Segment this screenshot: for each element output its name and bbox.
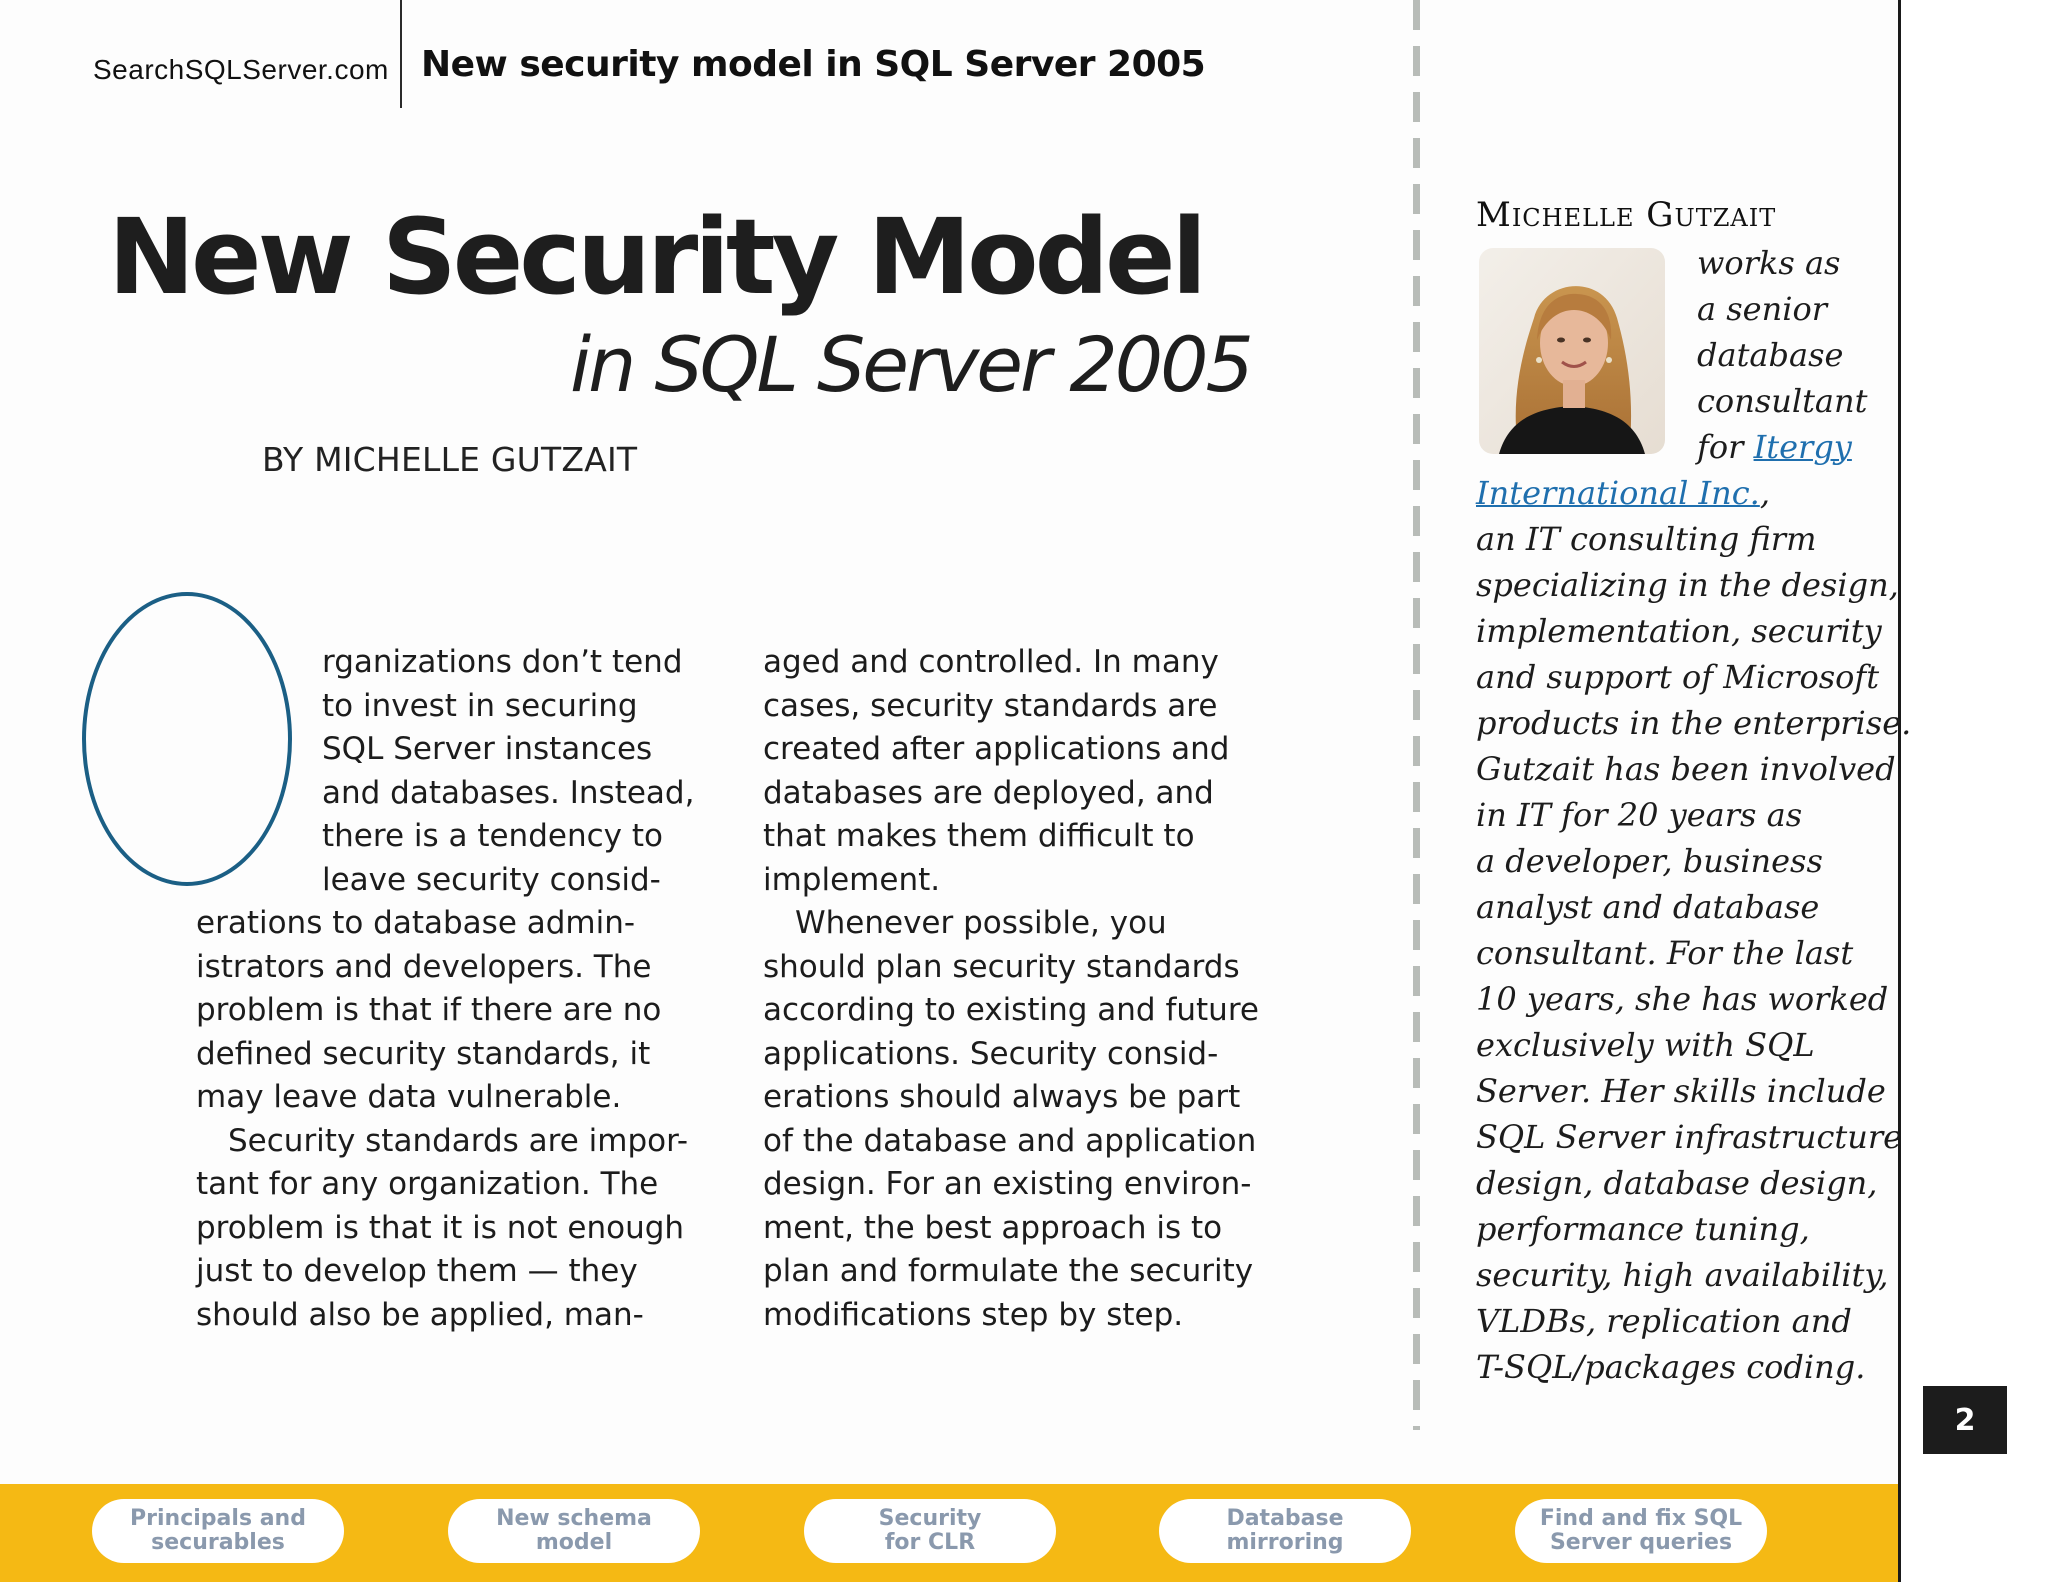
bio-line: and support of Microsoft bbox=[1476, 658, 1880, 696]
nav-label-line: mirroring bbox=[1226, 1530, 1344, 1555]
nav-label-line: New schema bbox=[496, 1506, 652, 1531]
header-title: New security model in SQL Server 2005 bbox=[421, 44, 1206, 85]
text-line: leave security consid- bbox=[322, 861, 661, 898]
bio-line bbox=[1476, 470, 1911, 516]
nav-find-and-fix-sql-server-queries[interactable] bbox=[1515, 1499, 1767, 1563]
text-line: Whenever possible, you bbox=[795, 905, 1167, 941]
nav-label-line: Database bbox=[1226, 1506, 1344, 1531]
author-bio-intro bbox=[1697, 240, 1867, 470]
text-line: problem is that if there are no bbox=[196, 992, 662, 1028]
text-line: design. For an existing environ- bbox=[763, 1166, 1252, 1202]
nav-principals-and-securables[interactable] bbox=[92, 1499, 344, 1563]
bio-line: consultant bbox=[1697, 382, 1868, 420]
bio-line: in IT for 20 years as bbox=[1476, 796, 1803, 834]
nav-database-mirroring[interactable] bbox=[1159, 1499, 1411, 1563]
text-line: ment, the best approach is to bbox=[763, 1209, 1223, 1246]
bio-line: products in the enterprise. bbox=[1476, 704, 1912, 742]
bio-line: design, database design, bbox=[1476, 1164, 1878, 1202]
body-column-2 bbox=[763, 641, 1259, 1337]
text-line: and databases. Instead, bbox=[322, 774, 695, 811]
article-title: New Security Model bbox=[108, 196, 1204, 318]
bio-line: works as bbox=[1697, 244, 1841, 282]
site-name: SearchSQLServer.com bbox=[93, 54, 389, 85]
text-line: erations to database admin- bbox=[196, 905, 636, 941]
bio-line: implementation, security bbox=[1476, 612, 1882, 650]
bio-line: a senior bbox=[1697, 290, 1828, 328]
bio-line: specializing in the design, bbox=[1476, 566, 1899, 604]
bio-comma: , bbox=[1759, 474, 1770, 512]
bio-line: Gutzait has been involved bbox=[1476, 750, 1896, 788]
nav-security-for-clr[interactable] bbox=[804, 1499, 1056, 1563]
text-line: there is a tendency to bbox=[322, 818, 663, 854]
text-line: SQL Server instances bbox=[322, 731, 653, 767]
nav-label-line: Security bbox=[878, 1506, 982, 1531]
article-subtitle: in SQL Server 2005 bbox=[570, 320, 1251, 409]
text-line: just to develop them — they bbox=[196, 1253, 638, 1289]
bio-line: security, high availability, bbox=[1476, 1256, 1889, 1294]
text-line: should also be applied, man- bbox=[196, 1296, 644, 1333]
dashed-column-divider bbox=[1413, 0, 1420, 1430]
text-line: applications. Security consid- bbox=[763, 1035, 1219, 1072]
header-divider bbox=[400, 0, 402, 108]
text-line: aged and controlled. In many bbox=[763, 644, 1219, 680]
text-line: to invest in securing bbox=[322, 687, 638, 724]
nav-label-line: Find and fix SQL bbox=[1539, 1506, 1743, 1531]
bio-line: database bbox=[1697, 336, 1844, 374]
bio-line: exclusively with SQL bbox=[1476, 1026, 1815, 1064]
bio-line bbox=[1697, 424, 1867, 470]
nav-label-line: model bbox=[535, 1530, 613, 1555]
nav-new-schema-model[interactable] bbox=[448, 1499, 700, 1563]
bio-for-text: for bbox=[1697, 428, 1754, 466]
text-line: modifications step by step. bbox=[763, 1296, 1184, 1333]
bio-line: T-SQL/packages coding. bbox=[1476, 1348, 1866, 1386]
nav-label-line: Server queries bbox=[1549, 1530, 1733, 1555]
bio-line: 10 years, she has worked bbox=[1476, 980, 1889, 1018]
text-line: should plan security standards bbox=[763, 948, 1240, 985]
nav-label-line: for CLR bbox=[884, 1530, 976, 1555]
author-photo bbox=[1479, 248, 1665, 454]
company-link[interactable]: Itergy bbox=[1753, 428, 1852, 466]
text-line: may leave data vulnerable. bbox=[196, 1079, 622, 1115]
text-line: problem is that it is not enough bbox=[196, 1209, 685, 1246]
bio-line: analyst and database bbox=[1476, 888, 1820, 926]
text-line: cases, security standards are bbox=[763, 687, 1218, 724]
bio-line: performance tuning, bbox=[1476, 1210, 1810, 1248]
bio-line: Server. Her skills include bbox=[1476, 1072, 1886, 1110]
text-line: that makes them difficult to bbox=[763, 818, 1195, 854]
text-line: created after applications and bbox=[763, 731, 1230, 767]
text-line: tant for any organization. The bbox=[196, 1166, 659, 1202]
page-number: 2 bbox=[1923, 1386, 2007, 1454]
text-line: implement. bbox=[763, 861, 941, 898]
text-line: databases are deployed, and bbox=[763, 774, 1214, 811]
text-line: rganizations don’t tend bbox=[322, 644, 683, 680]
bio-line: SQL Server infrastructure bbox=[1476, 1118, 1903, 1156]
text-line: according to existing and future bbox=[763, 992, 1259, 1028]
text-line: Security standards are impor- bbox=[228, 1122, 689, 1159]
text-line: of the database and application bbox=[763, 1122, 1257, 1159]
bio-line: consultant. For the last bbox=[1476, 934, 1854, 972]
text-line: plan and formulate the security bbox=[763, 1253, 1254, 1289]
text-line: istrators and developers. The bbox=[196, 948, 652, 985]
nav-label-line: Principals and bbox=[130, 1506, 306, 1531]
company-link-continued[interactable]: International Inc. bbox=[1476, 474, 1760, 512]
byline: BY MICHELLE GUTZAIT bbox=[262, 440, 638, 479]
author-name: Michelle Gutzait bbox=[1476, 195, 1777, 235]
bio-line: an IT consulting firm bbox=[1476, 520, 1817, 558]
text-line: defined security standards, it bbox=[196, 1035, 651, 1072]
body-column-1 bbox=[196, 641, 694, 1337]
nav-label-line: securables bbox=[151, 1530, 285, 1555]
bio-line: a developer, business bbox=[1476, 842, 1823, 880]
author-bio bbox=[1476, 470, 1911, 1390]
text-line: erations should always be part bbox=[763, 1079, 1241, 1115]
bio-line: VLDBs, replication and bbox=[1476, 1302, 1852, 1340]
